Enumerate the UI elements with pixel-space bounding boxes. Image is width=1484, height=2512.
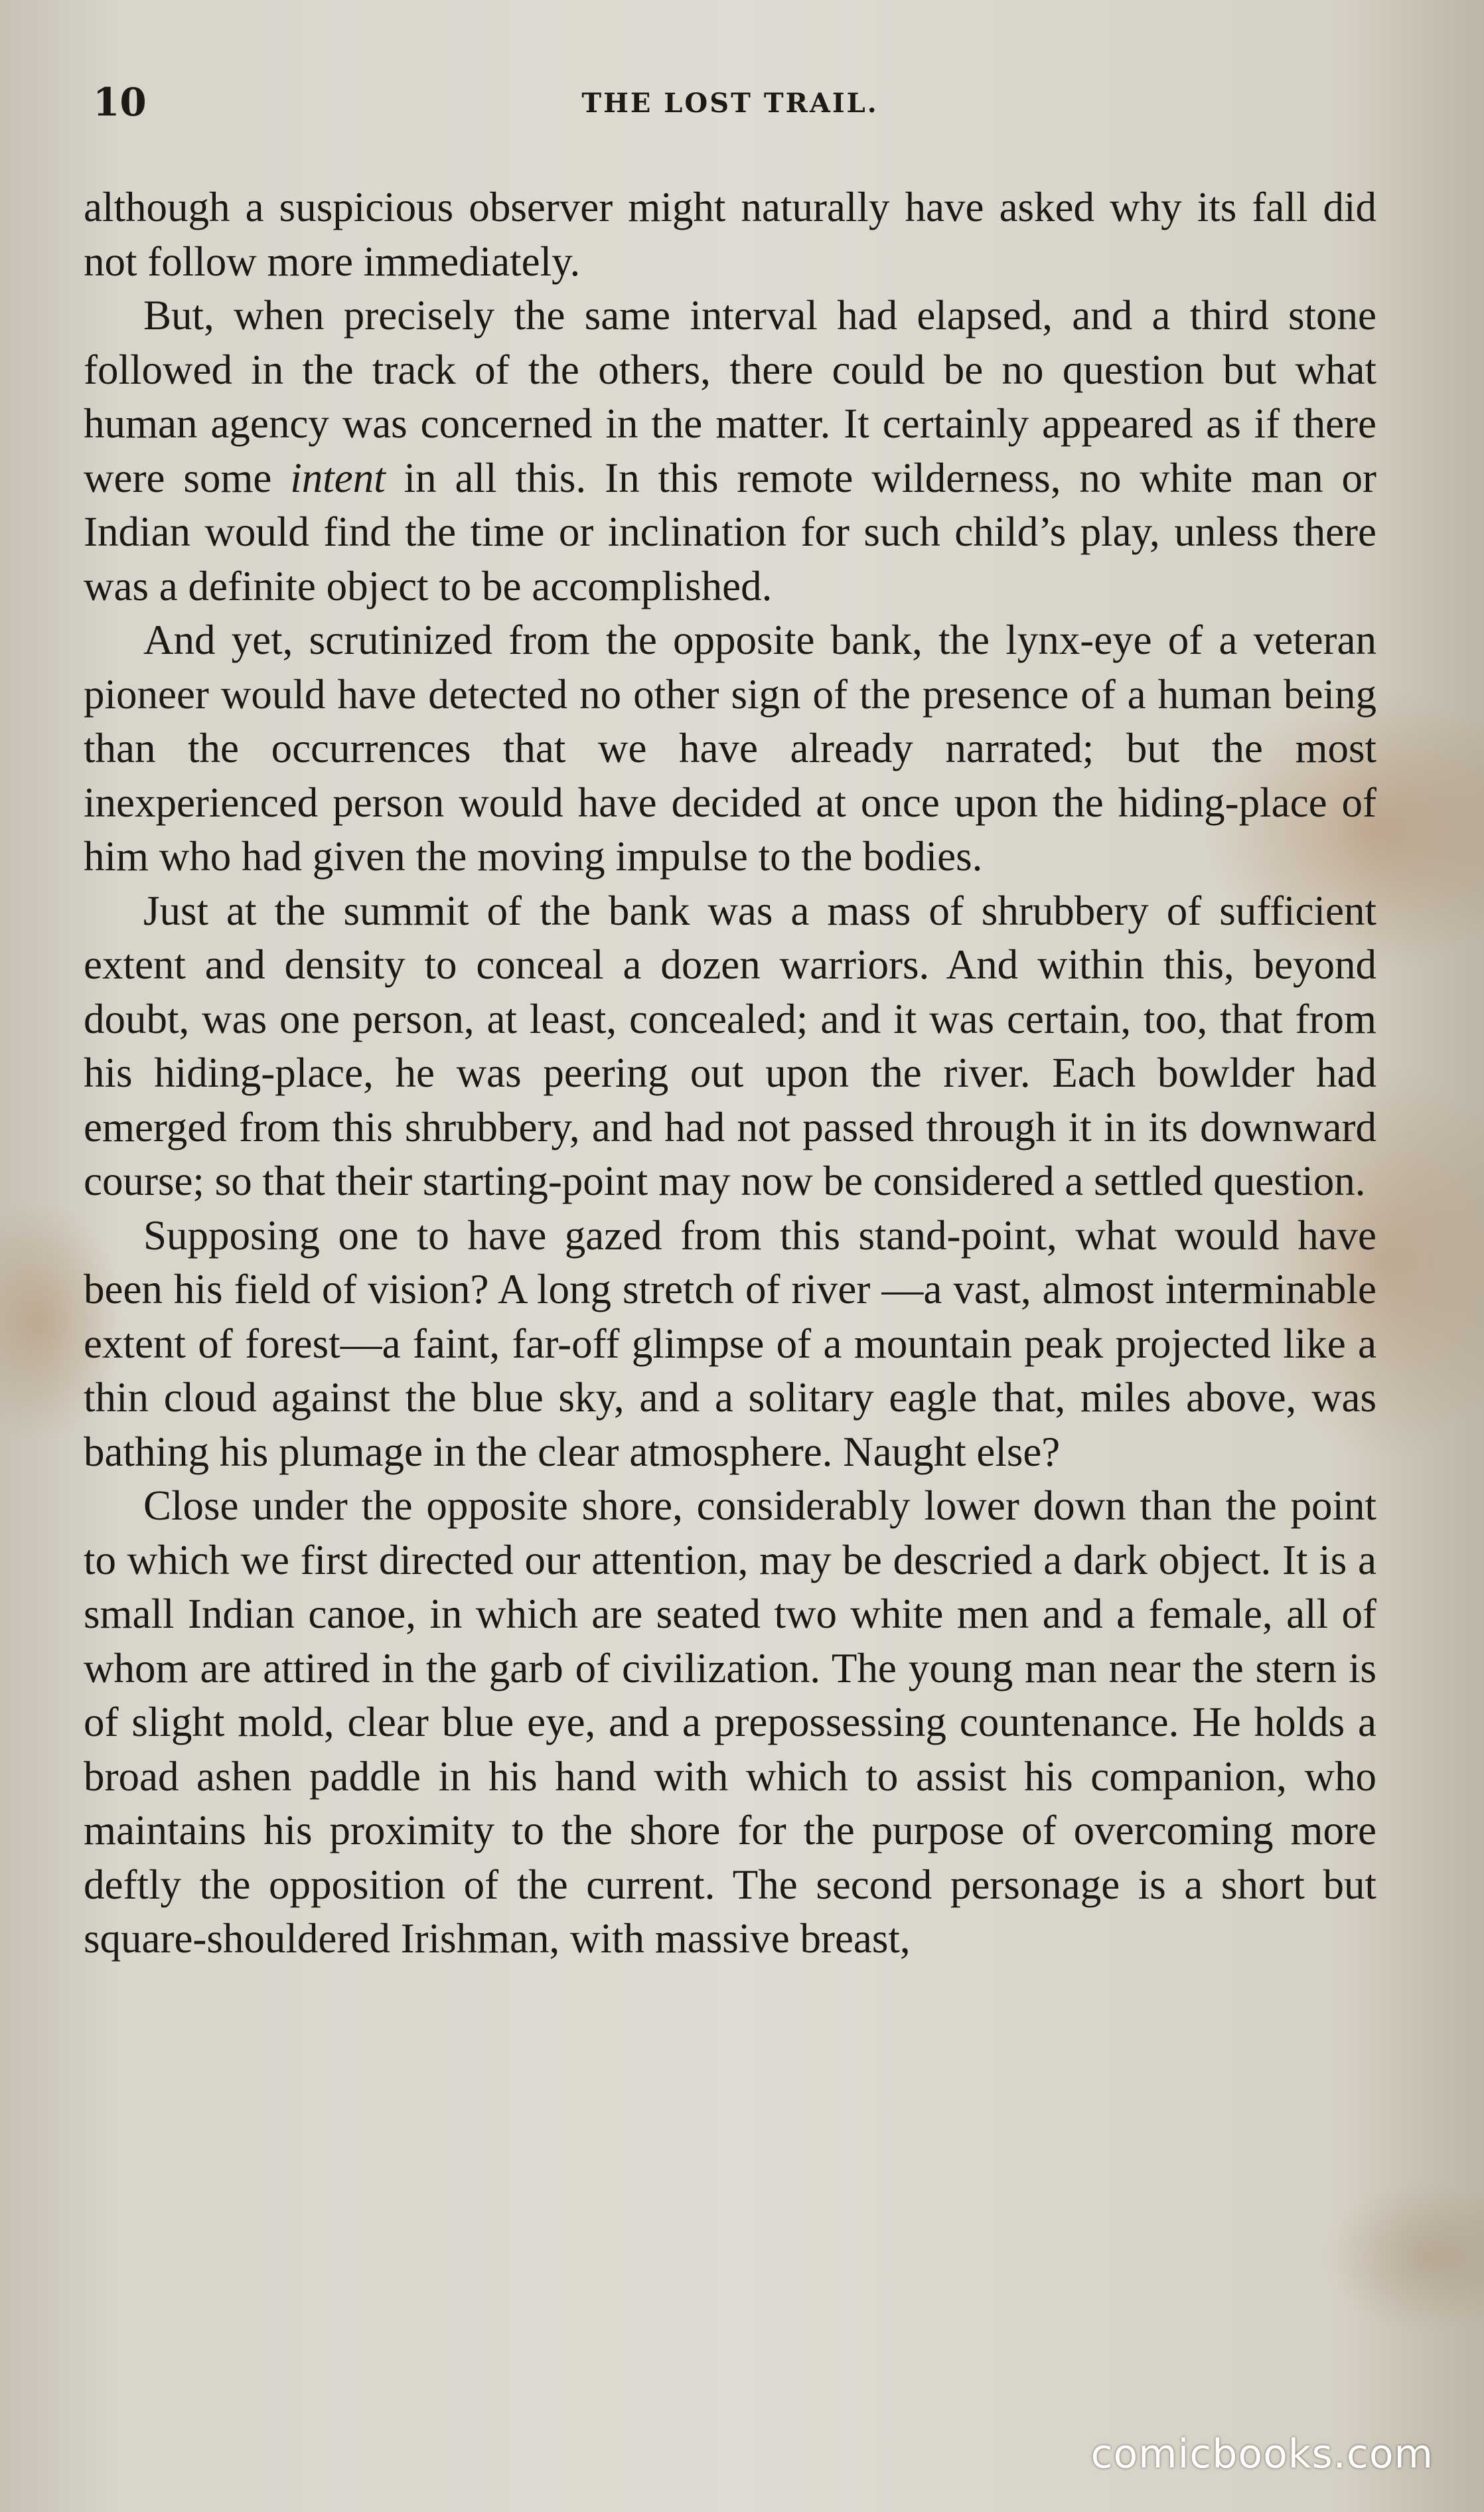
paragraph-6: Close under the opposite shore, considerably lower down than the point to which we first directed our attention, may be descried a dark object. It is a small Indian canoe, in which are seated two white men and a female, all of whom are attired in the garb of civilization. The young man near the stern is of slight mold, clear blue eye, and a prepossessing countenance. He holds a broad ashen paddle in his hand with which to assist his companion, who maintains his proximity to the shore for the purpose of overcoming more deftly the opposition of the current. The second personage is a short but square-shouldered Irishman, with massive breast, — [84, 1482, 1376, 1962]
paragraph-3: And yet, scrutinized from the opposite bank, the lynx-eye of a veteran pioneer would have detected no other sign of the presence of a human being than the occurrences that we have already narrated; but the most inexperienced person would have decided at once upon the hiding-place of him who had given the moving impulse to the bodies. — [84, 617, 1376, 880]
running-head: THE LOST TRAIL. — [581, 88, 879, 119]
body-text — [84, 181, 1376, 1966]
paragraph-5: Supposing one to have gazed from this stand-point, what would have been his field of vision? A long stretch of river —a vast, almost interminable extent of forest—a faint, far-off glimpse of a mountain peak projected like a thin cloud against the blue sky, and a solitary eagle that, miles above, was bathing his plumage in the clear atmosphere. Naught else? — [84, 1212, 1376, 1475]
paragraph-2-text-b: in all this. In this remote wilderness, no white man or Indian would find the time or inclination for such child’s play, unless there was a definite object to be accomplished. — [84, 454, 1377, 609]
paragraph-1: although a suspicious observer might naturally have asked why its fall did not follow more immediately. — [84, 184, 1376, 285]
paragraph-2 — [84, 289, 1376, 613]
paragraph-4: Just at the summit of the bank was a mass of shrubbery of sufficient extent and density to conceal a dozen warriors. And within this, beyond doubt, was one person, at least, concealed; and it was certain, too, that from his hiding-place, he was peering out upon the river. Each bowlder had emerged from this shrubbery, and had not passed through it in its downward course; so that their starting-point may now be considered a settled question. — [84, 887, 1376, 1204]
paragraph-2-text-a: But, when precisely the same interval had elapsed, and a third stone followed in the track of the others, there could be no question but what human agency was concerned in the matter. It certainly appeared as if there were some — [84, 292, 1376, 501]
italic-word: intent — [290, 454, 386, 501]
watermark: comicbooks.com — [1090, 2431, 1434, 2477]
page-header — [93, 80, 1367, 133]
page-number: 10 — [93, 80, 147, 125]
